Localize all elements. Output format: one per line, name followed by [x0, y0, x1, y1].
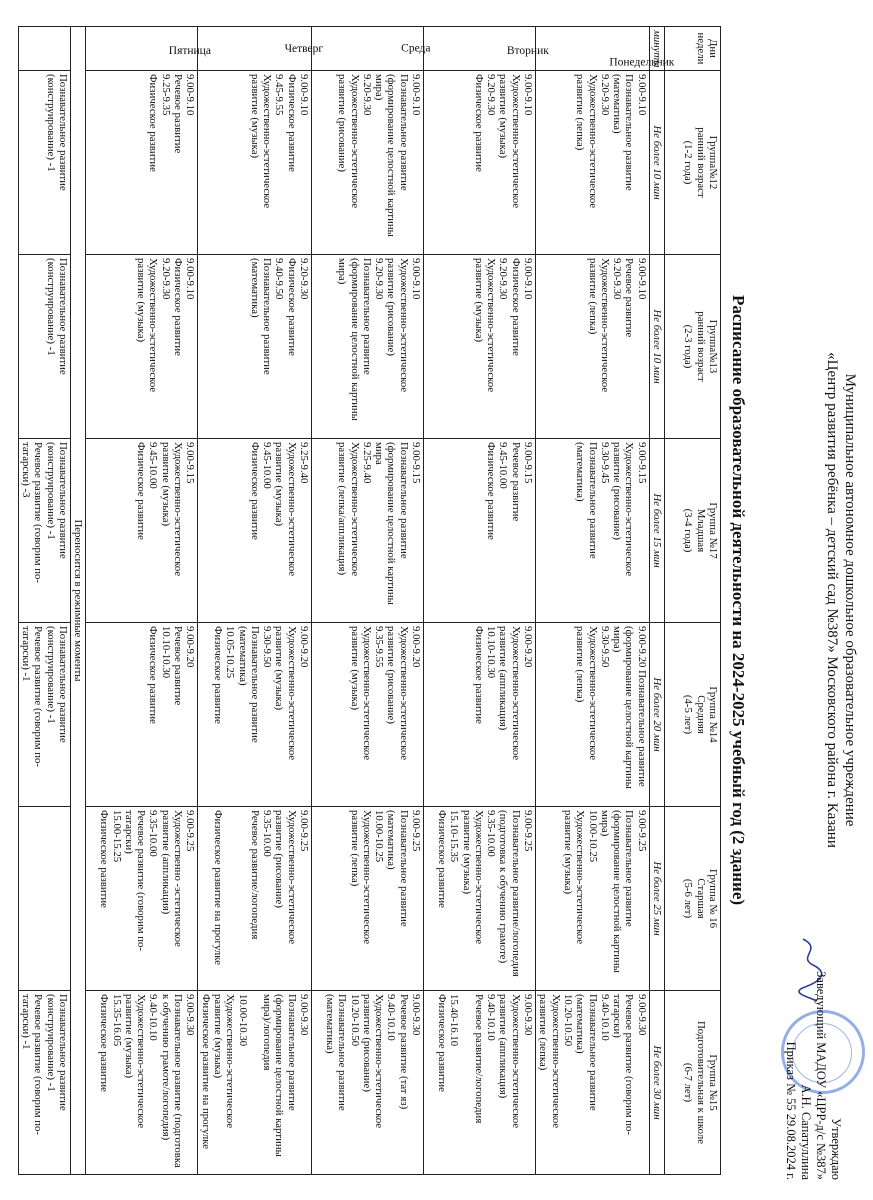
table-row	[312, 27, 424, 1175]
schedule-cell	[312, 255, 424, 439]
footer-row	[18, 27, 70, 1175]
group-header-text: Группа№12 ранний возраст (1-2 года)	[682, 127, 719, 198]
approval-block	[783, 820, 843, 1180]
footer-cell	[18, 439, 70, 623]
footer-cell	[18, 255, 70, 439]
schedule-cell	[86, 71, 198, 255]
day-label: Пятница	[169, 44, 212, 57]
day-label: Четверг	[284, 43, 324, 56]
footer-cell-text: Познавательное развитие (конструирование) -1	[44, 258, 70, 375]
schedule-cell	[86, 439, 198, 623]
footer-cell-text: Познавательное развитие (конструирование) -1 Речевое развитие (говорим по-татарски) -1	[20, 626, 70, 768]
footer-cell-text: Познавательное развитие (конструирование) -1	[44, 74, 70, 191]
schedule-cell-text: 9.00-9.10 Художественно-эстетическое развитие (музыка) 9.20-9.30 Физическое развитие	[472, 74, 535, 209]
schedule-title: Расписание образовательной деятельности на 2024-2025 учебный год (2 здание)	[729, 294, 748, 906]
minutes-cell: Не более 10 мин	[649, 255, 664, 439]
minutes-cell: Не более 10 мин	[649, 71, 664, 255]
schedule-cell	[536, 71, 650, 255]
schedule-cell-text: 9.00-9.15 Речевое развитие 9.45-10.00 Физическое развитие	[485, 442, 535, 540]
institution-line-1: Муниципальное автономное дошкольное образовательное учреждение	[842, 373, 858, 827]
schedule-cell-text: 9.00-9.25 Познавательное развитие/логопедия (подготовка к обучению грамоте) 9.35-10.00 Художественно-эстетическое развитие (музыка) 15.10-15.35 Физическое развитие	[435, 810, 535, 977]
group-header	[665, 991, 721, 1175]
group-header	[665, 71, 721, 255]
approval-signer: А.Н. Сапатуллина	[799, 1084, 813, 1180]
footer-cell	[18, 807, 70, 991]
table-row	[86, 27, 198, 1175]
transfer-row	[71, 27, 86, 1175]
table-header-row	[665, 27, 721, 1175]
schedule-cell-text: 9.00-9.10 Физическое развитие 9.45-9.55 Художественно-эстетическое развитие (музыка)	[248, 74, 311, 209]
day-label: Вторник	[506, 44, 549, 57]
schedule-cell	[198, 255, 312, 439]
schedule-cell-text: 9.00-9.10 Речевое развитие 9.20-9.30 Художественно-эстетическое развитие (лепка)	[586, 258, 648, 393]
group-header-text: Группа№13 ранний возраст (2-3 года)	[682, 311, 719, 382]
schedule-cell	[424, 807, 536, 991]
minutes-cell: Не более 15 мин	[649, 439, 664, 623]
schedule-cell	[536, 255, 650, 439]
schedule-cell	[536, 439, 650, 623]
group-header-text: Группа № 16 Старшая (5-6 лет)	[682, 868, 719, 929]
footer-cell	[18, 991, 70, 1175]
footer-spacer	[18, 27, 70, 71]
schedule-cell	[198, 71, 312, 255]
minutes-cell: Не более 20 мин	[649, 623, 664, 807]
schedule-cell-text: 9.00-9.15 Познавательное развитие (формирование целостной картины мира 9.25-9.40 Художественно-эстетическое развитие (лепка/аппликация)	[336, 442, 423, 605]
day-label: Среда	[401, 42, 431, 55]
group-header-text: Группа №15 Подготовительная к школе (6-7 лет)	[682, 1020, 719, 1145]
schedule-cell-text: 9.00-9.10 Познавательное развитие (математика) 9.20-9.30 Художественно-эстетическое развитие (лепка)	[574, 74, 648, 209]
schedule-cell	[86, 991, 198, 1175]
schedule-cell-text: 9.00-9.10 Познавательное развитие (формирование целостной картины мира) 9.20-9.30 Художественно-эстетическое развитие (рисование)	[336, 74, 423, 237]
schedule-cell-text: 9.00-9.10 Физическое развитие 9.20-9.30 Художественно-эстетическое развитие (музыка)	[135, 258, 197, 393]
group-header	[665, 623, 721, 807]
day-label: Понедельник	[609, 56, 675, 69]
schedule-cell-text: 9.25-9.40 Художественно-эстетическое развитие (музыка) 9.45-10.00 Физическое развитие	[248, 442, 311, 577]
minutes-label: минуты	[649, 27, 664, 71]
approval-title: Утверждаю	[829, 1118, 843, 1180]
schedule-cell-text: 9.00-9.25 Познавательное развитие (формирование целостной картины мира) 10.00-10.25 Художественно-эстетическое развитие (музыка)	[561, 810, 648, 973]
minutes-row	[649, 27, 664, 1175]
group-header-text: Группа №14 Средняя (4-5 лет)	[682, 686, 719, 743]
schedule-cell	[424, 255, 536, 439]
schedule-cell-text: 9.00-9.30 Речевое развитие (тат яз) 9.40-10.10 Художественно-эстетическое развитие (рисование) 10.20-10.50 Познавательное развитие (математика)	[323, 994, 423, 1129]
approval-order: Приказ № 55 29.08.2024 г.	[784, 1041, 798, 1180]
group-header-text: Группа №17 Младшая (3-4 года)	[682, 502, 719, 559]
footer-cell-text: Познавательное развитие (конструирование) -1 Речевое развитие (говорим по-татарски) -1	[20, 994, 70, 1136]
group-header	[665, 439, 721, 623]
schedule-cell-text: 9.00-9.30 Познавательное развитие (подготовка к обучению грамоте/логопедия) 9.40-10.10 Художественно-эстетическое развитие (музыка) 15.35-16.05 Физическое развитие	[98, 994, 197, 1168]
schedule-cell	[424, 71, 536, 255]
minutes-cell: Не более 25 мин	[649, 807, 664, 991]
day-cell	[424, 27, 549, 71]
transfer-label: Переносится в режимные моменты	[71, 27, 86, 1175]
schedule-cell-text: 9.00-9.20 Художественно-эстетическое развитие (музыка) 9.30-9.50 Познавательное развитие (математика) 10.05-10.25 Физическое развитие	[211, 626, 311, 761]
day-cell	[198, 27, 324, 71]
table-row	[424, 27, 536, 1175]
schedule-cell-text: 9.00-9.20 Речевое развитие 10.10-10.30 Физическое развитие	[147, 626, 197, 724]
schedule-cell-text: 9.00-9.10 Речевое развитие 9.25-9.35 Физическое развитие	[147, 74, 197, 172]
group-header	[665, 255, 721, 439]
table-row	[198, 27, 312, 1175]
footer-cell	[18, 623, 70, 807]
schedule-cell-text: 9.00-9.20 Художественно-эстетическое развитие (аппликация) 10.10-10.30 Физическое развитие	[472, 626, 535, 761]
schedule-cell-text: 9.00-9.20 Художественно-эстетическое развитие (рисование) 9.35-9.55 Художественно-эстетическое развитие (музыка)	[348, 626, 423, 761]
institution-line-2: «Центр развития ребёнка – детский сад №387» Московского района г. Казани	[824, 352, 840, 848]
header-days: Дни недели	[665, 27, 721, 71]
approval-position: Заведующий МАДОУ «ЦРР-д/с №387»	[814, 971, 828, 1180]
schedule-cell	[86, 255, 198, 439]
schedule-cell-text: 9.00-9.20 Познавательное развитие (формирование целостной картины мира) 9.30-9.50 Художественно-эстетическое развитие (лепка)	[574, 626, 648, 789]
table-row	[536, 27, 650, 1175]
schedule-cell	[312, 623, 424, 807]
schedule-cell	[424, 991, 536, 1175]
schedule-cell	[536, 991, 650, 1175]
schedule-cell	[198, 991, 312, 1175]
day-cell	[312, 27, 431, 71]
schedule-cell	[536, 807, 650, 991]
schedule-cell	[312, 439, 424, 623]
group-header	[665, 807, 721, 991]
schedule-cell-text: 9.00-9.10 Физическое развитие 9.20-9.30 Художественно-эстетическое развитие (музыка)	[472, 258, 535, 393]
schedule-cell-text: 9.00-9.10 Художественно-эстетическое развитие (рисование) 9.20-9.30 Познавательное развитие (формирование целостной картины мира)	[336, 258, 423, 421]
footer-cell	[18, 71, 70, 255]
schedule-cell	[312, 991, 424, 1175]
schedule-cell	[536, 623, 650, 807]
schedule-cell-text: 9.00-9.25 Художественно -эстетическое развитие (аппликация) 9.35-10.00 Речевое развитие (говорим по-татарски) 15.00-15.25 Физическое развитие	[98, 810, 197, 952]
schedule-cell-text: 9.20-9.30 Физическое развитие 9.40-9.50 Познавательное развитие (математика)	[248, 258, 311, 375]
schedule-cell	[198, 439, 312, 623]
schedule-cell	[86, 807, 198, 991]
schedule-table	[18, 26, 721, 1175]
footer-cell-text: Познавательное развитие (конструирование) -1 Речевое развитие (говорим по-татарски) -3	[20, 442, 70, 584]
minutes-cell: Не более 30 мин	[649, 991, 664, 1175]
schedule-cell	[312, 71, 424, 255]
schedule-cell-text: 9.00-9.25 Познавательное развитие (математика) 10.00-10.25 Художественно-эстетическое развитие (лепка)	[348, 810, 423, 945]
schedule-cell	[312, 807, 424, 991]
day-cell	[86, 27, 212, 71]
schedule-cell-text: 9.00-9.25 Художественно-эстетическое развитие (рисование) 9.35-10.00 Речевое развитие/логопедия Физическое развитие на прогулке	[211, 810, 311, 966]
schedule-cell-text: 9.00-9.15 Художественно-эстетическое развитие (рисование) 9.30-9.45 Познавательное развитие (математика)	[574, 442, 648, 577]
schedule-cell	[424, 623, 536, 807]
schedule-cell-text: 9.00-9.15 Художественно-эстетическое развитие (музыка) 9.45-10.00 Физическое развитие	[135, 442, 197, 577]
schedule-cell	[424, 439, 536, 623]
schedule-cell-text: 9.00-9.30 Речевое развитие (говорим по-татарски) 9.40-10.10 Познавательное развитие (математика) 10.20-10.50 Художественно-эстетическое развитие (лепка)	[537, 994, 648, 1136]
schedule-cell-text: 9.00-9.30 Познавательное развитие (формирование целостной картины мира)/логопедия 10.00-10.30 Художественно-эстетическое развитие (музыка) Физическое развитие на прогулке	[199, 994, 311, 1157]
schedule-cell	[86, 623, 198, 807]
schedule-cell-text: 9.00-9.30 Художественно-эстетическое развитие (аппликация) 9.40-10.10 Речевое развитие/логопедия 15.40-16.10 Физическое развитие	[435, 994, 535, 1129]
schedule-cell	[198, 623, 312, 807]
schedule-cell	[198, 807, 312, 991]
